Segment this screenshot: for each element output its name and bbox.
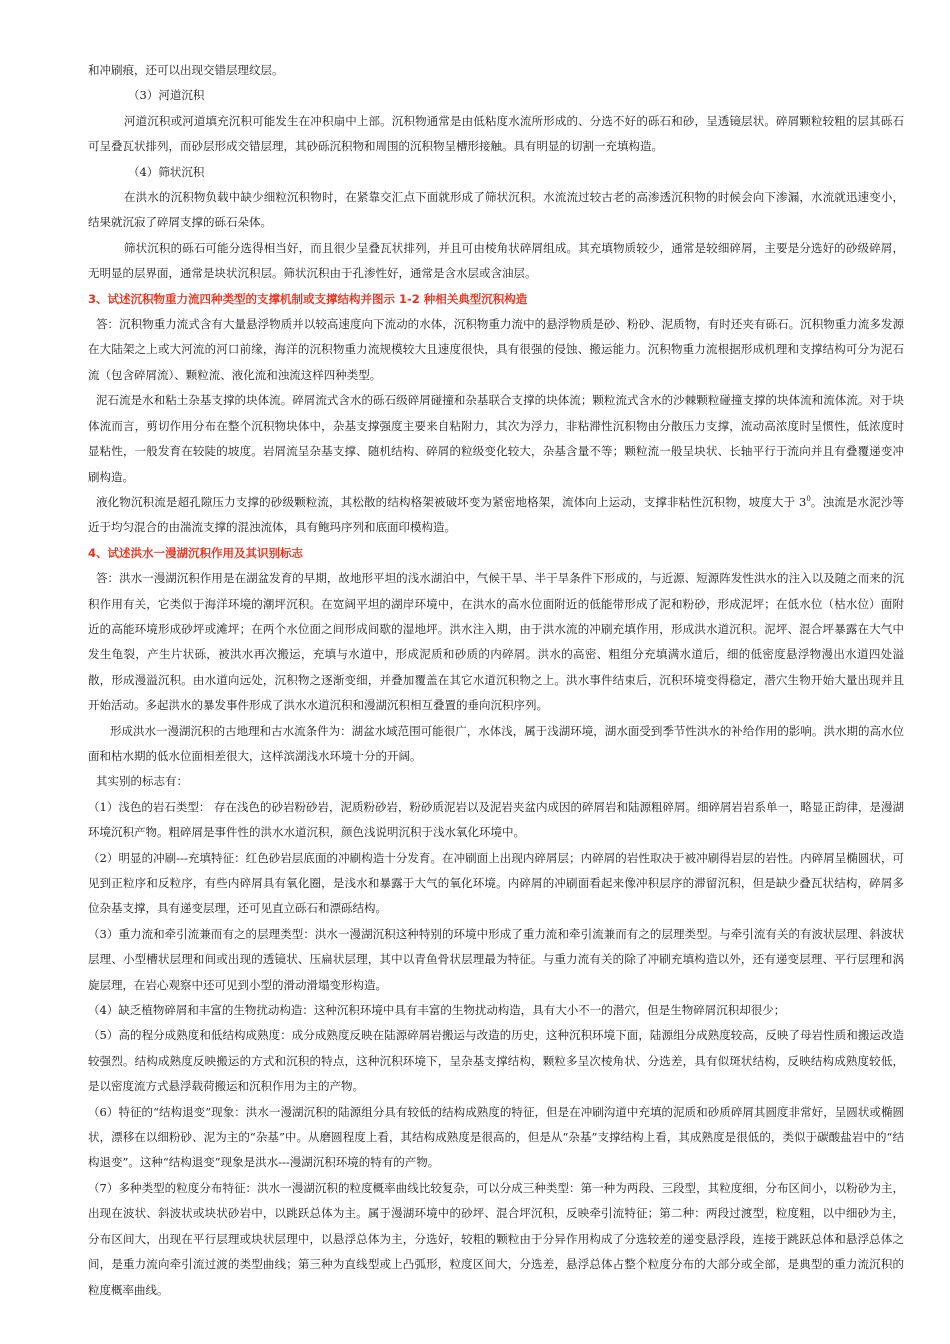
- answer-3-text-b: 。浊流是水泥沙等近于均匀混合的由湍流支撑的混浊流体，具有鲍玛序列和底面印模构造。: [88, 494, 905, 535]
- paragraph-continuation: 和冲刷痕，还可以出现交错层理纹层。: [88, 63, 284, 77]
- question-4-heading: 4、试述洪水一漫湖沉积作用及其识别标志: [88, 545, 303, 560]
- answer-4-paragraph-1: 答：洪水一漫湖沉积作用是在湖盆发育的早期，故地形平坦的浅水湖泊中，气候干旱、半干旱条件下形成的，与近源、短源阵发性洪水的注入以及随之而来的沉积作用有关，它类似于海洋环境的潮坪沉积。在宽阔平坦的湖岸环境中，在洪水的高水位面附近的低能带形成了泥和粉砂，形成泥坪；在低水位（枯水位）面附近的高能环境形成砂坪或滩坪；在两个水位面之间形成间歇的湿地坪。洪水注入期，由于洪水流的冲刷充填作用，形成洪水道沉积。泥坪、混合坪暴露在大气中发生龟裂，产生片状砾，被洪水再次搬运，充填与水道中，形成泥质和砂质的内碎屑。洪水的高密、粗组分充填满水道后，细的低密度悬浮物漫出水道四处溢散，形成漫溢沉积。由水道向远处，沉积物之逐渐变细，并叠加覆盖在其它水道沉积物之上。洪水事件结束后，沉积环境变得稳定，潜穴生物开始大量出现并且开始活动。多起洪水的暴发事件形成了洪水水道沉积和漫湖沉积相互叠置的垂向沉积序列。: [88, 571, 904, 713]
- degree-superscript: 0: [806, 495, 811, 504]
- answer-4-marker-intro: 其实别的标志有：: [96, 774, 188, 789]
- marker-item-7: （7）多种类型的粒度分布特征：洪水一漫湖沉积的粒度概率曲线比较复杂，可以分成三种类型：第一种为两段、三段型，其粒度细，分布区间小，以粉砂为主，出现在波状、斜波状或块状砂岩中，以跳跃总体为主。属于漫湖环境中的砂坪、混合坪沉积，反映牵引流特征；第二种：两段过渡型，粒度粗，以中细砂为主，分布区间大，出现在平行层理或块状层理中，以悬浮总体为主，分选好，较粗的颗粒由于分异作用构成了分选较差的递变悬浮段，连接于跳跃总体和悬浮总体之间，是重力流向牵引流过渡的类型曲线；第三种为直线型或上凸弧形，粒度区间大，分选差，悬浮总体占整个粒度分布的大部分或全部，是典型的重力流沉积的粒度概率曲线。: [88, 1180, 904, 1297]
- paragraph-sieve-deposit-2: 筛状沉积的砾石可能分选得相当好，而且很少呈叠瓦状排列，并且可由棱角状碎屑组成。其充填物质较少，通常是较细碎屑，主要是分选好的砂级碎屑，无明显的层界面，通常是块状沉积层。筛状沉积由于孔渗性好，通常是含水层或含油层。: [88, 240, 904, 281]
- paragraph-river-channel: 河道沉积或河道填充沉积可能发生在冲积扇中上部。沉积物通常是由低粘度水流所形成的、分选不好的砾石和砂，呈透镜层状。碎屑颗粒较粗的层其砾石可呈叠瓦状排列，而砂层形成交错层理，其砂砾沉积物和周围的沉积物呈槽形接触。具有明显的切割一充填构造。: [88, 113, 904, 154]
- marker-item-6: （6）特征的“结构退变”现象：洪水一漫湖沉积的陆源组分具有较低的结构成熟度的特征，但是在冲刷沟道中充填的泥质和砂质碎屑其圆度非常好，呈圆状或椭圆状，漂移在以细粉砂、泥为主的“杂基”中。从磨圆程度上看，其结构成熟度是很高的，但是从“杂基”支撑结构上看，其成熟度是很低的，类似于碳酸盐岩中的“结构退变”。这种“结构退变”现象是洪水---漫湖沉积环境的特有的产物。: [88, 1104, 904, 1170]
- marker-item-4: （4）缺乏植物碎屑和丰富的生物扰动构造：这种沉积环境中具有丰富的生物扰动构造，具有大小不一的潜穴，但是生物碎屑沉积却很少；: [88, 1003, 786, 1018]
- marker-item-5: （5）高的程分成熟度和低结构成熟度：成分成熟度反映在陆源碎屑岩搬运与改造的历史，这种沉积环境下面，陆源组分成熟度较高，反映了母岩性质和搬运改造较强烈。结构成熟度反映搬运的方式和沉积的特点，这种沉积环境下，呈杂基支撑结构，颗粒多呈次棱角状、分选差，具有似斑状结构，反映结构成熟度较低，是以密度流方式悬浮载荷搬运和沉积作用为主的产物。: [88, 1028, 904, 1094]
- question-3-heading: 3、试述沉积物重力流四种类型的支撑机制或支撑结构并图示 1-2 种相关典型沉积构造: [88, 291, 528, 306]
- marker-item-2: （2）明显的冲刷---充填特征：红色砂岩层底面的冲刷构造十分发育。在冲刷面上出现内碎屑层；内碎屑的岩性取决于被冲刷得岩层的岩性。内碎屑呈椭圆状，可见到正粒序和反粒序，有些内碎屑具有氧化圈，是浅水和暴露于大气的氧化环境。内碎屑的冲刷面看起来像冲积层序的滞留沉积，但是缺少叠瓦状结构，碎屑多位杂基支撑，具有递变层理，还可见直立砾石和漂砾结构。: [88, 850, 904, 916]
- section-heading-sieve-deposit: （4）筛状沉积: [128, 164, 205, 179]
- paragraph-sieve-deposit-1: 在洪水的沉积物负载中缺少细粒沉积物时，在紧靠交汇点下面就形成了筛状沉积。水流流过较古老的高渗透沉积物的时候会向下渗漏，水流就迅速变小，结果就沉寂了碎屑支撑的砾石朵体。: [88, 190, 904, 230]
- answer-3-text-a: 液化物沉积流是超孔隙压力支撑的砂级颗粒流，其松散的结构格架被破坏变为紧密地格架，流体向上运动，支撑非粘性沉积物，坡度大于 3: [96, 494, 807, 509]
- answer-4-paragraph-2: 形成洪水一漫湖沉积的古地理和古水流条件为：湖盆水域范围可能很广，水体浅，属于浅湖环境，湖水面受到季节性洪水的补给作用的影响。洪水期的高水位面和枯水期的低水位面相差很大，这样滨湖浅水环境十分的开阔。: [88, 723, 904, 763]
- answer-3-paragraph-3: [88, 490, 904, 541]
- section-heading-river-channel: （3）河道沉积: [128, 88, 205, 103]
- answer-3-paragraph-2: 泥石流是水和粘土杂基支撑的块体流。碎屑流式含水的砾石级碎屑碰撞和杂基联合支撑的块体流；颗粒流式含水的沙棘颗粒碰撞支撑的块体流和流体流。对于块体流而言，剪切作用分布在整个沉积物块体中，杂基支撑强度主要来自粘附力，其次为浮力，非粘滞性沉积物由分散压力支撑，流动高浓度时呈惯性，低浓度时显粘性，一般发育在较陡的坡度。岩屑流呈杂基支撑、随机结构、碎屑的粒级变化较大，杂基含量不等；颗粒流一般呈块状、长轴平行于流向并且有叠覆递变冲刷构造。: [88, 393, 904, 484]
- marker-item-1: （1）浅色的岩石类型： 存在浅色的砂岩粉砂岩，泥质粉砂岩，粉砂质泥岩以及泥岩夹盆内成因的碎屑岩和陆源粗碎屑。细碎屑岩岩系单一，略显正韵律，是漫湖环境沉积产物。粗碎屑是事件性的洪水水道沉积，颜色浅说明沉积于浅水氧化环境中。: [88, 799, 904, 840]
- document-body: [88, 58, 904, 1303]
- answer-3-paragraph-1: 答：沉积物重力流式含有大量悬浮物质并以较高速度向下流动的水体，沉积物重力流中的悬浮物质是砂、粉砂、泥质物，有时还夹有砾石。沉积物重力流多发源在大陆架之上或大河流的河口前缘，海洋的沉积物重力流规模较大且速度很快，具有很强的侵蚀、搬运能力。沉积物重力流根据形成机理和支撑结构可分为泥石流（包含碎屑流）、颗粒流、液化流和浊流这样四种类型。: [88, 317, 904, 382]
- marker-item-3: （3）重力流和牵引流兼而有之的层理类型：洪水一漫湖沉积这种特别的环境中形成了重力流和牵引流兼而有之的层理类型。与牵引流有关的有波状层理、斜波状层理、小型槽状层理和间或出现的透镜状、压扁状层理，其中以青鱼骨状层理最为特征。与重力流有关的除了冲刷充填构造以外，还有递变层理、平行层理和涡旋层理，在岩心观察中还可见到小型的滑动滑塌变形构造。: [88, 926, 904, 992]
